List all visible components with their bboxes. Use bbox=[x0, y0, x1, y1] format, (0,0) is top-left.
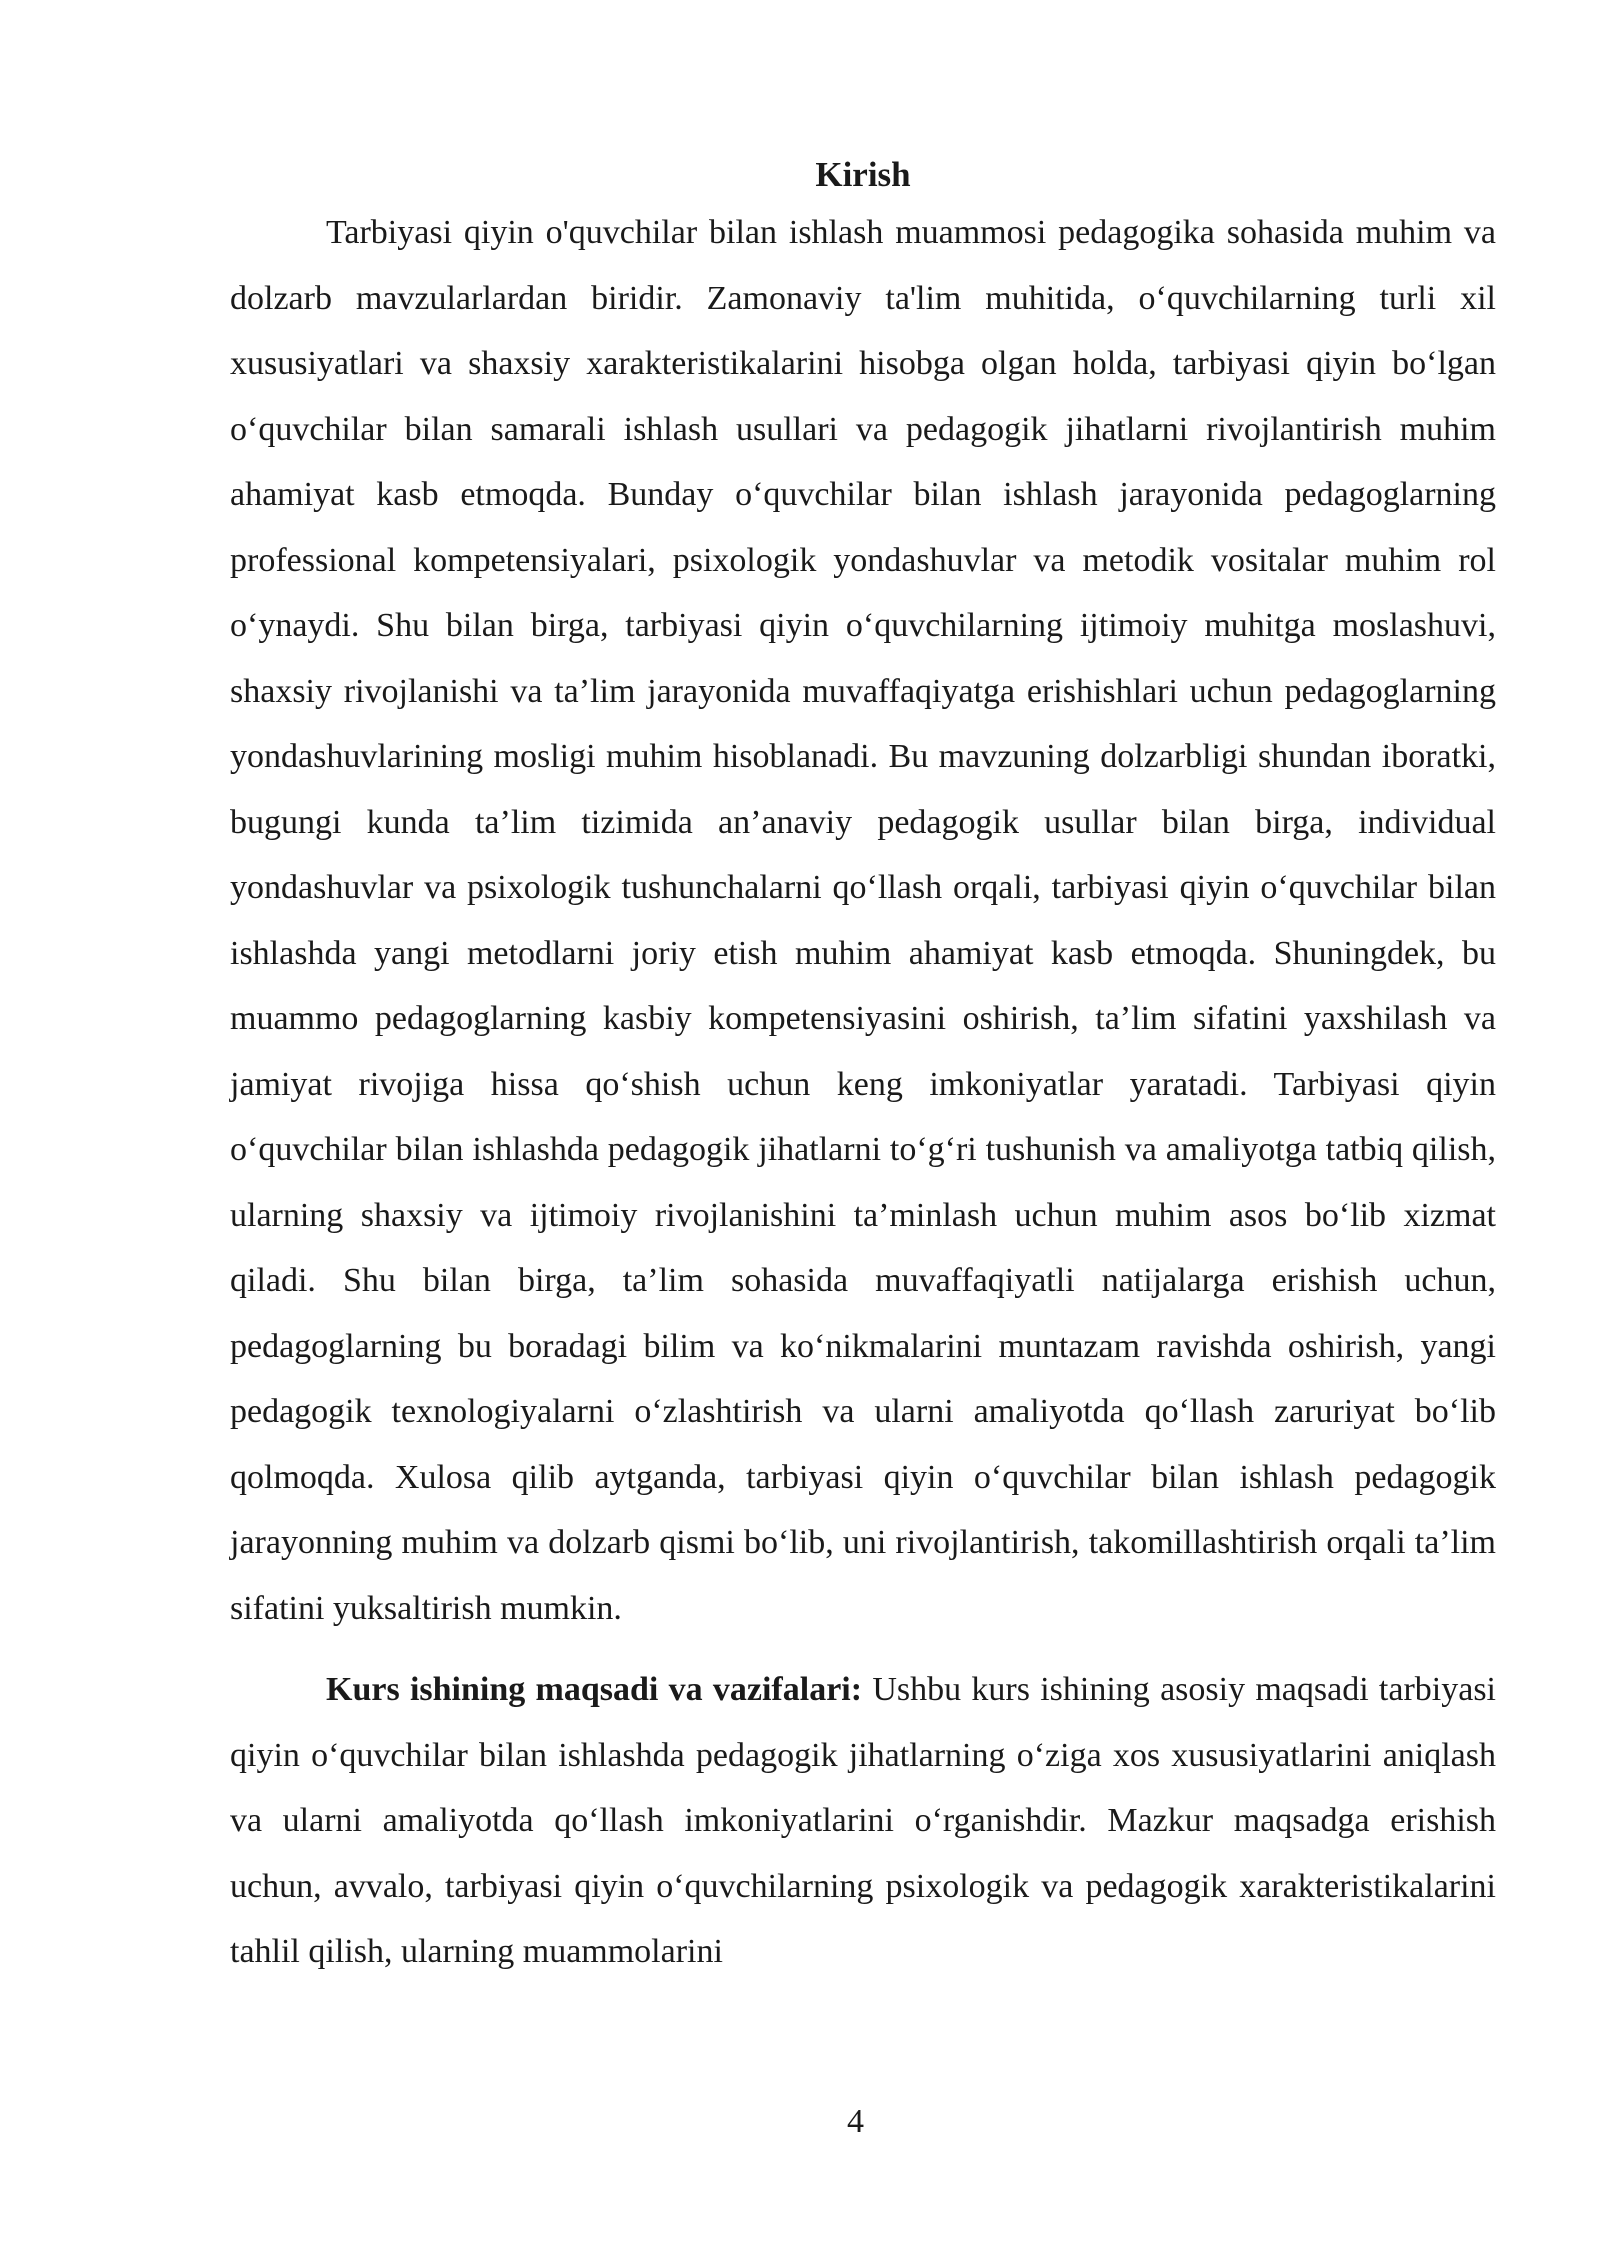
page-content bbox=[230, 150, 1496, 1985]
section-heading: Kirish bbox=[815, 155, 911, 194]
goals-paragraph bbox=[230, 1657, 1496, 1985]
goals-lead: Kurs ishining maqsadi va vazifalari: bbox=[326, 1671, 863, 1708]
intro-paragraph: Tarbiyasi qiyin o'quvchilar bilan ishlash muammosi pedagogika sohasida muhim va dolzarb mavzularlardan biridir. Zamonaviy ta'lim muhitida, o‘quvchilarning turli xil xususiyatlari va shaxsiy xarakteristikalarini hisobga olgan holda, tarbiyasi qiyin bo‘lgan o‘quvchilar bilan samarali ishlash usullari va pedagogik jihatlarni rivojlantirish muhim ahamiyat kasb etmoqda. Bunday o‘quvchilar bilan ishlash jarayonida pedagoglarning professional kompetensiyalari, psixologik yondashuvlar va metodik vositalar muhim rol o‘ynaydi. Shu bilan birga, tarbiyasi qiyin o‘quvchilarning ijtimoiy muhitga moslashuvi, shaxsiy rivojlanishi va ta’lim jarayonida muvaffaqiyatga erishishlari uchun pedagoglarning yondashuvlarining mosligi muhim hisoblanadi. Bu mavzuning dolzarbligi shundan iboratki, bugungi kunda ta’lim tizimida an’anaviy pedagogik usullar bilan birga, individual yondashuvlar va psixologik tushunchalarni qo‘llash orqali, tarbiyasi qiyin o‘quvchilar bilan ishlashda yangi metodlarni joriy etish muhim ahamiyat kasb etmoqda. Shuningdek, bu muammo pedagoglarning kasbiy kompetensiyasini oshirish, ta’lim sifatini yaxshilash va jamiyat rivojiga hissa qo‘shish uchun keng imkoniyatlar yaratadi. Tarbiyasi qiyin o‘quvchilar bilan ishlashda pedagogik jihatlarni to‘g‘ri tushunish va amaliyotga tatbiq qilish, ularning shaxsiy va ijtimoiy rivojlanishini ta’minlash uchun muhim asos bo‘lib xizmat qiladi. Shu bilan birga, ta’lim sohasida muvaffaqiyatli natijalarga erishish uchun, pedagoglarning bu boradagi bilim va ko‘nikmalarini muntazam ravishda oshirish, yangi pedagogik texnologiyalarni o‘zlashtirish va ularni amaliyotda qo‘llash zaruriyat bo‘lib qolmoqda. Xulosa qilib aytganda, tarbiyasi qiyin o‘quvchilar bilan ishlash pedagogik jarayonning muhim va dolzarb qismi bo‘lib, uni rivojlantirish, takomillashtirish orqali ta’lim sifatini yuksaltirish mumkin. bbox=[230, 214, 1496, 1627]
page-number: 4 bbox=[847, 2103, 864, 2140]
goals-text: Ushbu kurs ishining asosiy maqsadi tarbiyasi qiyin o‘quvchilar bilan ishlashda pedagogik jihatlarning o‘ziga xos xususiyatlarini aniqlash va ularni amaliyotda qo‘llash imkoniyatlarini o‘rganishdir. Mazkur maqsadga erishish uchun, avvalo, tarbiyasi qiyin o‘quvchilarning psixologik va pedagogik xarakteristikalarini tahlil qilish, ularning muammolarini bbox=[230, 1671, 1496, 1970]
